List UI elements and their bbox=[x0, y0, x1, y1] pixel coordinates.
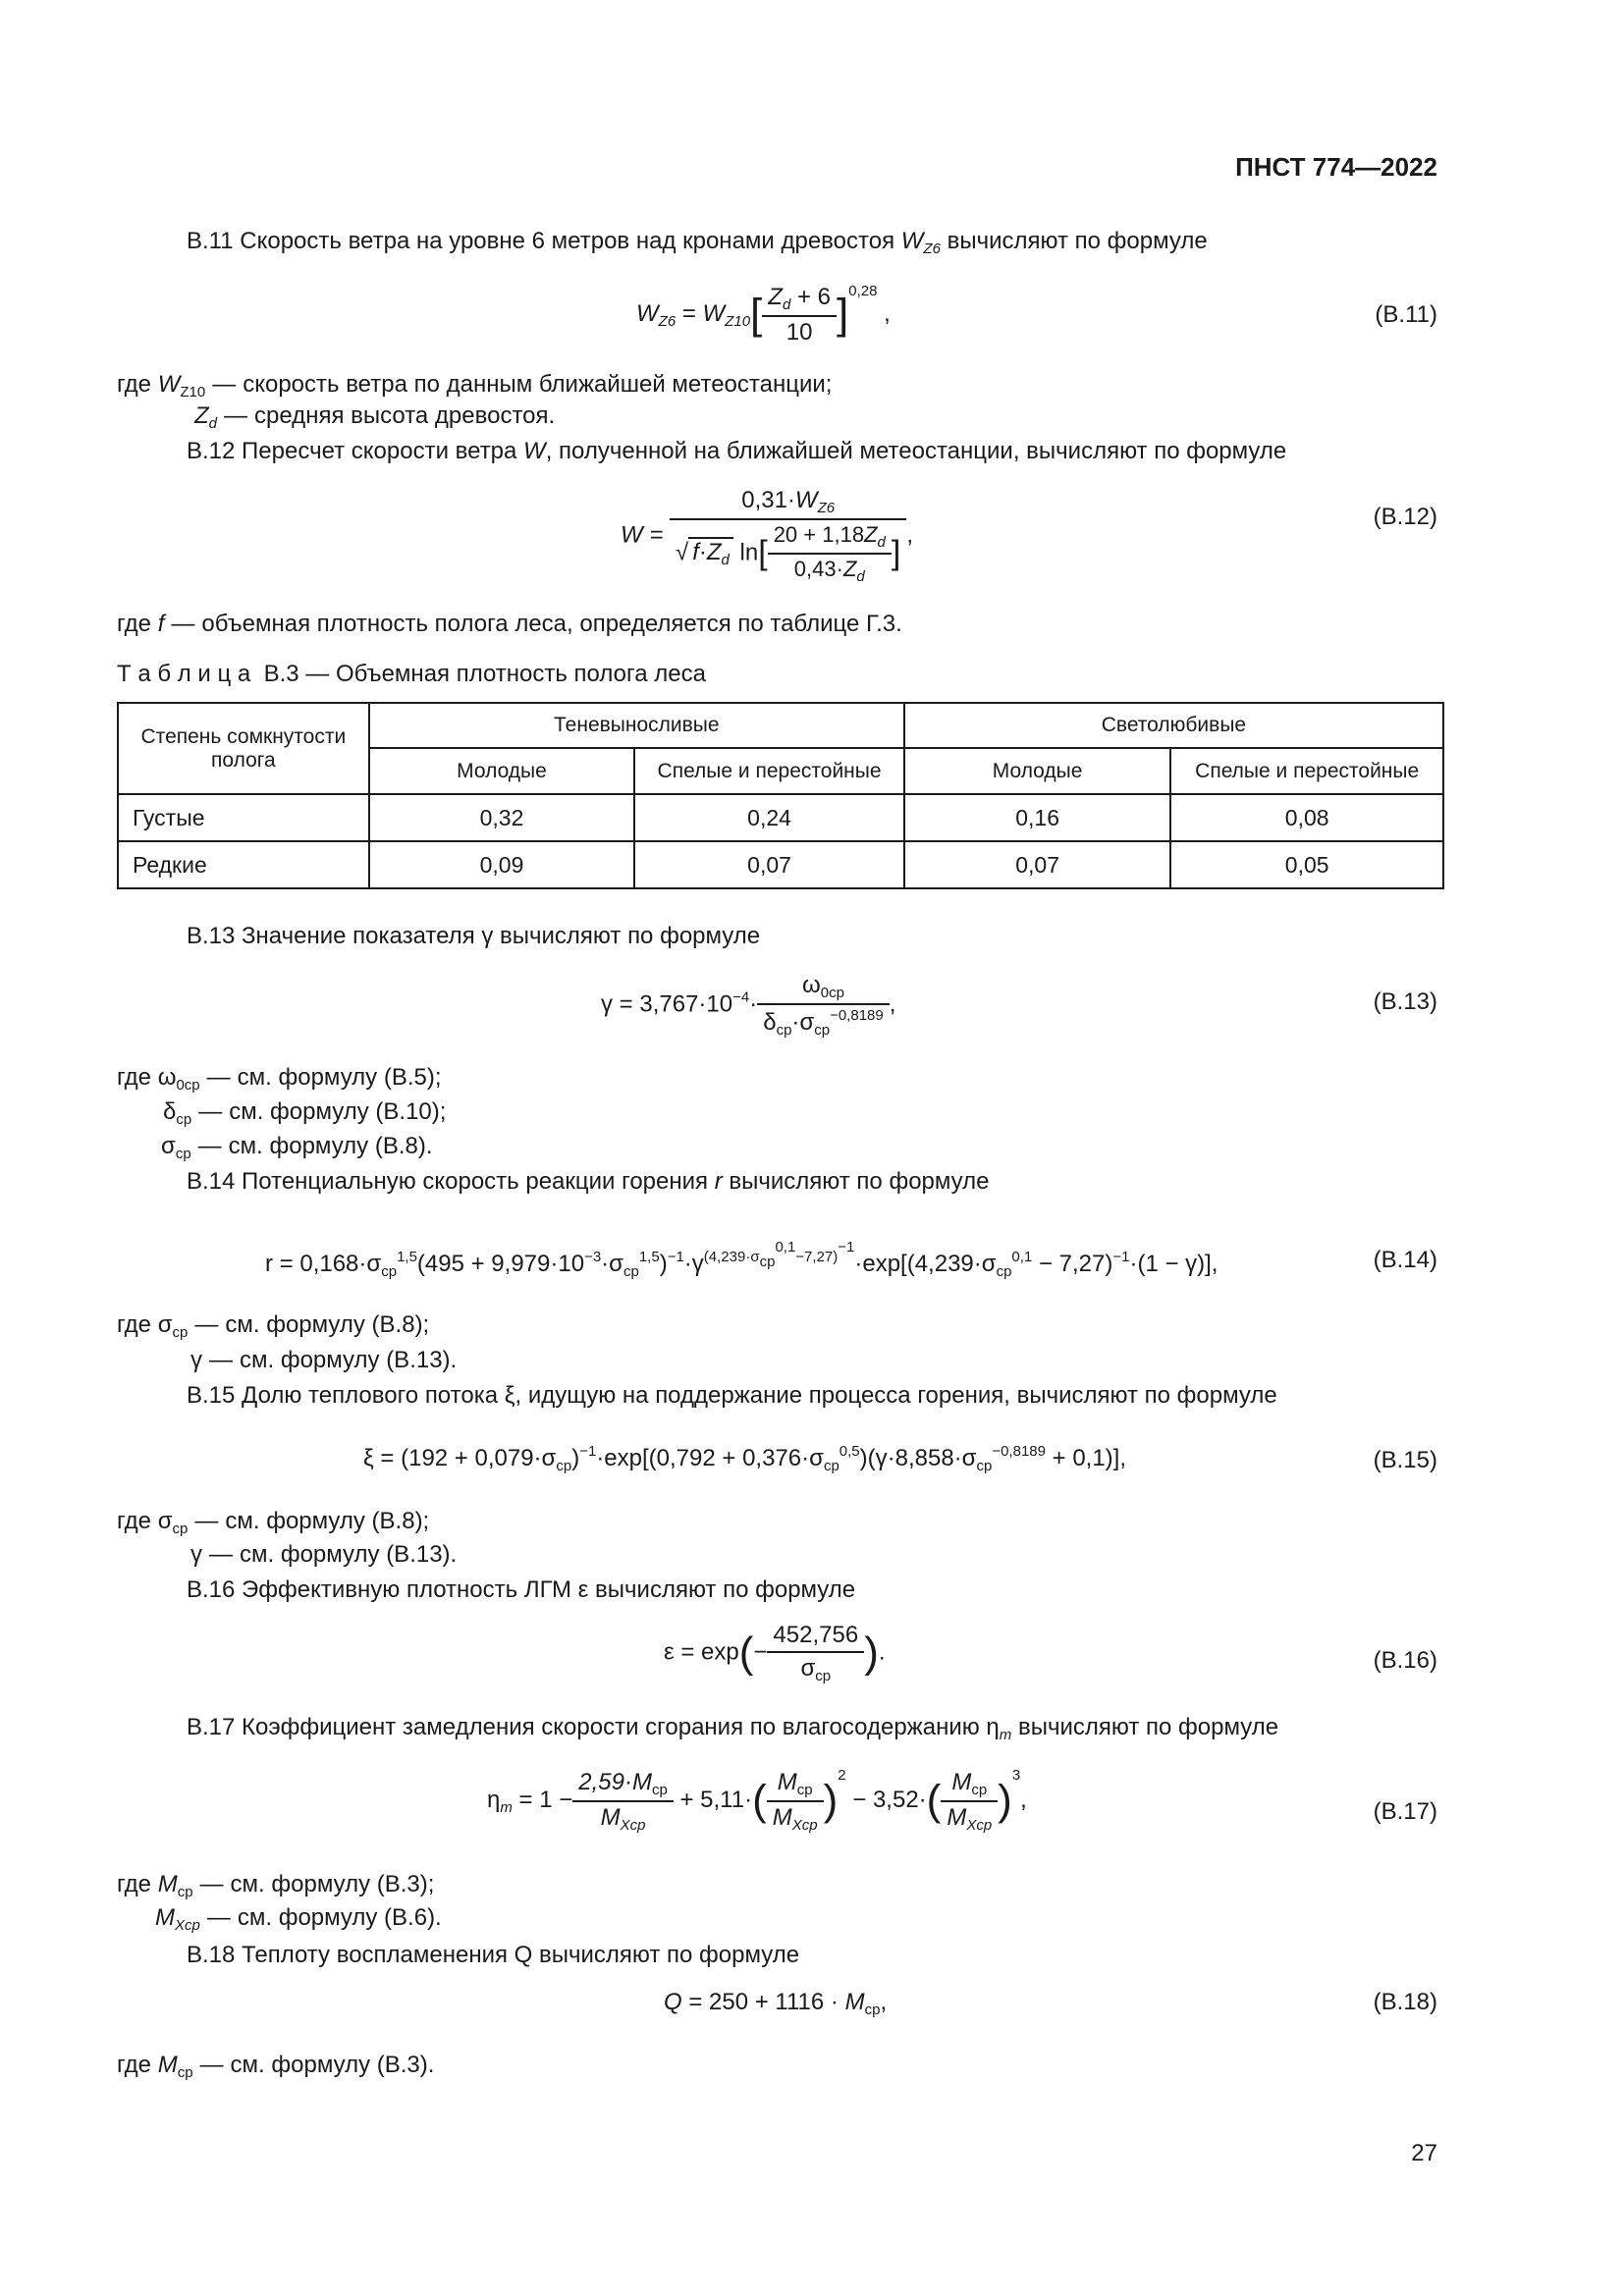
table-group-header: Светолюбивые bbox=[904, 703, 1443, 748]
table-row bbox=[118, 841, 1443, 888]
table-row-label: Редкие bbox=[118, 841, 369, 888]
formula-b18: $Q = 250 + 1116 \cdot M_{ср}$, bbox=[664, 1989, 888, 2018]
page-number: 27 bbox=[1411, 2140, 1437, 2166]
table-cell: 0,07 bbox=[634, 841, 904, 888]
table-cell: 0,09 bbox=[369, 841, 635, 888]
paragraph-b15: В.15 Долю теплового потока ξ, идущую на поддержание процесса горения, вычисляют по формуле bbox=[187, 1382, 1277, 1409]
table-subheader: Молодые bbox=[904, 748, 1171, 794]
table-caption: Т а б л и ц а В.3 — Объемная плотность полога леса bbox=[117, 661, 706, 687]
table-cell: 0,24 bbox=[634, 794, 904, 841]
where-line: где f — объемная плотность полога леса, определяется по таблице Г.3. bbox=[117, 611, 902, 637]
table-subheader: Спелые и перестойные bbox=[1170, 748, 1443, 794]
equation-number-b12: (В.12) bbox=[1373, 504, 1437, 530]
formula-b13: $\gamma = 3,767\cdot 10^{-4}\cdot$ $\frac{\omega_{0ср}}{\delta_{ср}\cdot\sigma_{ср}^{-0,8189}}$ , bbox=[601, 972, 896, 1039]
paragraph-b18: В.18 Теплоту воспламенения Q вычисляют по формуле bbox=[187, 1942, 800, 1968]
equation-number-b17: (В.17) bbox=[1373, 1798, 1437, 1825]
paragraph-b11: В.11 Скорость ветра на уровне 6 метров над кронами древостоя $W_{Z6}$ вычисляют по формуле bbox=[187, 228, 1208, 257]
where-line: где $M_{ср}$ — см. формулу (В.3). bbox=[117, 2052, 435, 2081]
paragraph-b17: В.17 Коэффициент замедления скорости сгорания по влагосодержанию $\eta_m$ вычисляют по формуле bbox=[187, 1714, 1279, 1743]
equation-number-b18: (В.18) bbox=[1373, 1989, 1437, 2015]
where-line: $M_{Xср}$ — см. формулу (В.6). bbox=[155, 1904, 442, 1934]
where-line: где $W_{Z10}$ — скорость ветра по данным ближайшей метеостанции; bbox=[117, 371, 833, 400]
formula-b11: $W_{Z6} = W_{Z10}$[ $\frac{Z_d + 6}{10}$ ]$^{0,28}$ , bbox=[636, 283, 891, 346]
table-cell: 0,16 bbox=[904, 794, 1171, 841]
where-line: где $\omega_{0ср}$ — см. формулу (В.5); bbox=[117, 1064, 442, 1094]
where-line: γ — см. формулу (В.13). bbox=[190, 1347, 458, 1373]
table-row-label: Густые bbox=[118, 794, 369, 841]
table-cell: 0,32 bbox=[369, 794, 635, 841]
where-line: $\sigma_{ср}$ — см. формулу (В.8). bbox=[161, 1133, 433, 1162]
formula-b15: $\xi = (192 + 0,079\cdot\sigma_{ср})^{-1}\cdot\exp[(0,792 + 0,376\cdot\sigma_{ср}^{0,5})(\gamma\cdot 8,858\cdot\sigma_{ср}^{-0,8189} + 0,1)]$, bbox=[363, 1443, 1127, 1474]
document-code: ПНСТ 774—2022 bbox=[1235, 152, 1437, 182]
equation-number-b11: (В.11) bbox=[1375, 301, 1437, 328]
formula-b14: $r = 0,168\cdot\sigma_{ср}^{1,5}(495 + 9,979\cdot 10^{-3}\cdot\sigma_{ср}^{1,5})^{-1}\cdot\gamma^{(4,239\cdot\sigma_{ср}^{0,1}-7,27)^{-1}}\cdot\exp[(4,239\cdot\sigma_{ср}^{0,1} - 7,27)^{-1}\cdot(1 - \gamma)]$, bbox=[265, 1239, 1218, 1280]
formula-b16: ε = exp(− $\frac{452,756}{\sigma_{ср}}$ ). bbox=[664, 1622, 886, 1684]
where-line: γ — см. формулу (В.13). bbox=[190, 1541, 458, 1568]
formula-b12: W = $0,31\cdot W_{Z6}$ √ $f\cdot Z_d$ ln[ $\frac{20 + 1,18Z_d}{0,43\cdot Z_d}$ ] , bbox=[621, 487, 913, 585]
table-cell: 0,07 bbox=[904, 841, 1171, 888]
table-subheader: Молодые bbox=[369, 748, 635, 794]
paragraph-b16: В.16 Эффективную плотность ЛГМ ε вычисляют по формуле bbox=[187, 1576, 856, 1603]
paragraph-b13: В.13 Значение показателя γ вычисляют по формуле bbox=[187, 923, 761, 949]
table-group-header: Теневыносливые bbox=[369, 703, 904, 748]
where-line: $\delta_{ср}$ — см. формулу (В.10); bbox=[163, 1098, 447, 1128]
formula-b17: $\eta_m = 1$ − $\frac{2,59\cdot M_{ср}}{M_{Xср}}$ + 5,11·( $\frac{M_{ср}}{M_{Xср}}$ )$^2$ − 3,52·( $\frac{M_{ср}}{M_{Xср}}$ )$^3$, bbox=[487, 1767, 1027, 1834]
equation-number-b13: (В.13) bbox=[1373, 988, 1437, 1015]
table-row bbox=[118, 794, 1443, 841]
where-line: $Z_d$ — средняя высота древостоя. bbox=[194, 402, 556, 432]
paragraph-b12: В.12 Пересчет скорости ветра W, полученной на ближайшей метеостанции, вычисляют по формуле bbox=[187, 438, 1287, 464]
where-line: где $M_{ср}$ — см. формулу (В.3); bbox=[117, 1871, 435, 1900]
table-cell: 0,05 bbox=[1170, 841, 1443, 888]
equation-number-b15: (В.15) bbox=[1373, 1447, 1437, 1473]
table-corner-header: Степень сомкнутости полога bbox=[118, 703, 369, 794]
density-table bbox=[117, 702, 1444, 889]
table-subheader: Спелые и перестойные bbox=[634, 748, 904, 794]
table-cell: 0,08 bbox=[1170, 794, 1443, 841]
where-line: где $\sigma_{ср}$ — см. формулу (В.8); bbox=[117, 1508, 430, 1537]
equation-number-b16: (В.16) bbox=[1373, 1647, 1437, 1674]
equation-number-b14: (В.14) bbox=[1373, 1247, 1437, 1273]
paragraph-b14: В.14 Потенциальную скорость реакции горения r вычисляют по формуле bbox=[187, 1168, 990, 1195]
where-line: где $\sigma_{ср}$ — см. формулу (В.8); bbox=[117, 1311, 430, 1341]
